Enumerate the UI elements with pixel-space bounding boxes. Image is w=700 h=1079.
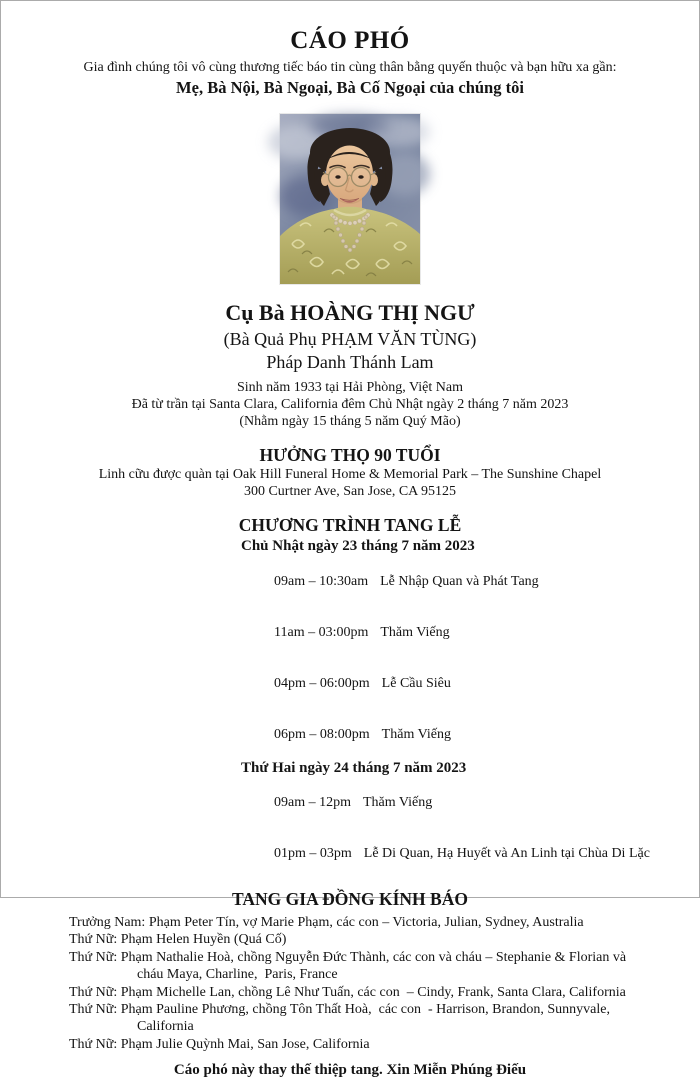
program-schedule [241,538,699,879]
event-time: 09am – 12pm [274,795,351,810]
program-event-row [241,828,699,879]
program-day-1-date: Chủ Nhật ngày 23 tháng 7 năm 2023 [241,538,475,554]
program-heading: CHƯƠNG TRÌNH TANG LỄ [238,515,462,535]
program-event-row [241,556,699,607]
life-dates-block [1,379,699,430]
widow-name: (Bà Quả Phụ PHẠM VĂN TÙNG) [223,329,477,349]
event-activity: Lễ Cầu Siêu [381,675,451,691]
family-line: Thứ Nữ: Phạm Pauline Phương, chồng Tôn Thất Hoà, các con - Harrison, Brandon, Sunnyvale, [69,1002,610,1018]
birth-line: Sinh năm 1933 tại Hải Phòng, Việt Nam [237,380,463,395]
portrait-photo [279,113,421,285]
event-time: 04pm – 06:00pm [274,675,370,691]
relations-line: Mẹ, Bà Nội, Bà Ngoại, Bà Cố Ngoại của chúng tôi [176,78,524,97]
program-event-row [241,709,699,760]
family-heading: TANG GIA ĐỒNG KÍNH BÁO [232,889,468,909]
event-time: 11am – 03:00pm [274,624,369,640]
program-event-row [241,607,699,658]
event-time: 01pm – 03pm [274,846,352,861]
event-activity: Thăm Viếng [363,795,433,810]
lunar-date-line: (Nhằm ngày 15 tháng 5 năm Quý Mão) [239,414,461,429]
event-activity: Thăm Viếng [380,624,450,640]
family-line: Thứ Nữ: Phạm Helen Huyền (Quá Cố) [69,932,287,948]
dharma-name: Pháp Danh Thánh Lam [266,352,434,372]
death-line: Đã từ trần tại Santa Clara, California đêm Chủ Nhật ngày 2 tháng 7 năm 2023 [131,397,569,412]
family-line: Thứ Nữ: Phạm Julie Quỳnh Mai, San Jose, California [69,1036,370,1052]
family-line-continuation: cháu Maya, Charline, Paris, France [137,967,338,983]
family-list [69,914,699,1053]
footer-note: Cáo phó này thay thế thiệp tang. Xin Miễn Phúng Điếu [173,1062,527,1079]
program-event-row [241,658,699,709]
program-day-2-date: Thứ Hai ngày 24 tháng 7 năm 2023 [241,759,467,776]
family-line: Trưởng Nam: Phạm Peter Tín, vợ Marie Phạm, các con – Victoria, Julian, Sydney, Australia [69,915,584,930]
family-line: Thứ Nữ: Phạm Nathalie Hoà, chồng Nguyễn Đức Thành, các con và cháu – Stephanie & Florian và [69,949,627,965]
portrait-photo-illustration [280,114,420,284]
event-activity: Thăm Viếng [381,726,451,742]
event-time: 09am – 10:30am [274,573,369,589]
intro-line: Gia đình chúng tôi vô cùng thương tiếc báo tin cùng thân bằng quyến thuộc và bạn hữu xa gần: [83,60,617,75]
family-line: Thứ Nữ: Phạm Michelle Lan, chồng Lê Như Tuấn, các con – Cindy, Frank, Santa Clara, California [69,984,626,1000]
event-time: 06pm – 08:00pm [274,726,370,742]
family-line-continuation: California [137,1019,194,1035]
event-activity: Lễ Di Quan, Hạ Huyết và An Linh tại Chùa Di Lặc [363,846,650,861]
event-activity: Lễ Nhập Quan và Phát Tang [380,573,539,589]
funeral-address-line: 300 Curtner Ave, San Jose, CA 95125 [243,484,457,499]
age-heading: HƯỞNG THỌ 90 TUỔI [259,445,441,465]
document-title: CÁO PHÓ [290,27,410,54]
program-event-row [241,777,699,828]
deceased-name: Cụ Bà HOÀNG THỊ NGƯ [225,300,475,325]
funeral-home-line: Linh cữu được quàn tại Oak Hill Funeral Home & Memorial Park – The Sunshine Chapel [98,467,602,482]
